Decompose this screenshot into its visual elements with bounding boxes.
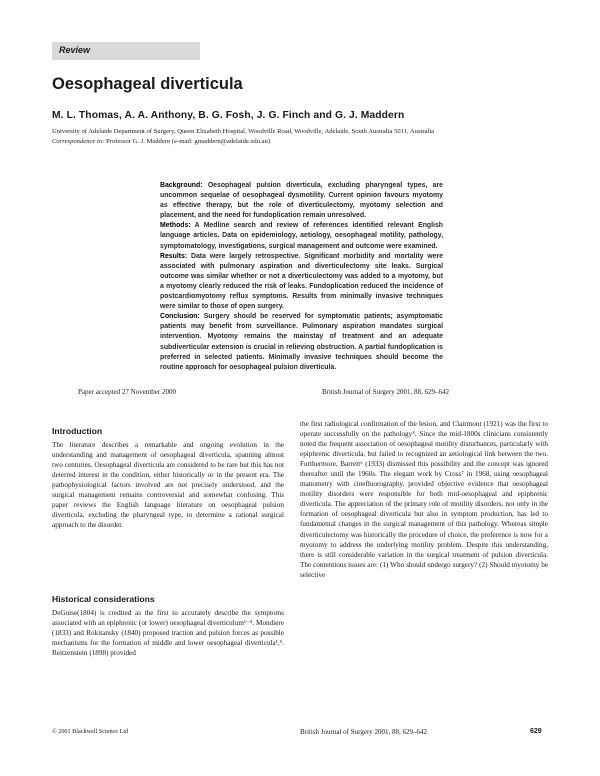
abstract-label: Methods: xyxy=(160,222,191,230)
abstract-conclusion xyxy=(160,312,443,373)
abstract-label: Results: xyxy=(160,252,188,260)
correspondence xyxy=(52,137,552,147)
history-heading: Historical considerations xyxy=(52,594,155,604)
intro-heading: Introduction xyxy=(52,426,103,436)
abstract-text: Oesophageal pulsion diverticula, excluding pharyngeal types, are uncommon sequelae of oesophageal dysmotility. Current opinion favours myotomy as effective therapy, but the role of diverticulectomy, myotomy selection and placement, and the need for fundoplication remain unresolved. xyxy=(160,182,443,220)
abstract-label: Conclusion: xyxy=(160,313,200,321)
abstract-label: Background: xyxy=(160,182,203,189)
intro-text xyxy=(52,440,284,530)
history-text xyxy=(52,608,284,658)
correspondence-text: Professor G. J. Maddern (e-mail: gmaddern@adelaide.edu.au) xyxy=(105,138,271,145)
affiliation-block xyxy=(52,127,552,147)
abstract-text: Surgery should be reserved for symptomatic patients; asymptomatic patients may benefit from surveillance. Pulmonary aspiration mandates surgical intervention. Myotomy remains the mainstay of treatment and an adequate subdiverticular extension is crucial in relieving obstruction. A partial fundoplication is preferred in selected patients. Minimally invasive techniques should become the routine approach for oesophageal pulsion diverticula. xyxy=(160,313,443,371)
abstract-background xyxy=(160,181,443,221)
affiliation: University of Adelaide Department of Surgery, Queen Elizabeth Hospital, Woodville Road, Woodville, Adelaide, South Australia 5011, Australia xyxy=(52,128,435,135)
correspondence-label: Correspondence to: xyxy=(52,138,105,145)
abstract-text: A Medline search and review of references identified relevant English language articles. Data on epidemiology, aetiology, oesophageal motility, pathology, symptomatology, investigations, surgical management and outcome were examined. xyxy=(160,222,443,250)
page-number: 629 xyxy=(530,728,542,735)
history-paragraph: DeGuise(1804) is credited as the first to accurately describe the symptoms associated with an epiphrenic (or lower) oesophageal diverticulum¹⁻⁴. Mondiere (1833) and Rokitansky (1840) proposed traction and pulsion forces as possible mechanisms for the formation of middle and lower oesophageal diverticula¹,⁵. Reitzenstein (1898) provided xyxy=(52,609,284,658)
author-list: M. L. Thomas, A. A. Anthony, B. G. Fosh, J. G. Finch and G. J. Maddern xyxy=(52,110,405,121)
right-paragraph: the first radiological confirmation of the lesion, and Clairmont (1921) was the first to operate successfully on the pathology⁴. Since the mid-1800s clinicians consistently noted the frequent association of oesophageal motility disturbances, particularly with epiphrenic diverticula, but failed to recognized an aetiological link between the two. Furthermore, Barrett⁶ (1933) dismissed this possibility and the concept was ignored thereafter until the 1960s. The elegant work by Cross⁷ in 1968, using oesophageal manometry with cinefluorography, provided objective evidence that oesophageal motility disorders were responsible for both mid-oesophageal and epiphrenic diverticula. The appreciation of the primary role of motility disorders, not only in the formation of oesophageal diverticula but also in symptom production, has led to fundamental changes in the surgical management of this pathology. Whereas simple diverticulectomy was historically the procedure of choice, the preference is now for a myotomy to address the underlying motility problem. Despite this understanding, there is still considerable variation in the surgical treatment of pulsion diverticula. The contentious issues are: (1) Who should undergo surgery? (2) Should myotomy be selective xyxy=(300,420,548,579)
abstract-results xyxy=(160,252,443,313)
journal-reference: British Journal of Surgery 2001, 88, 629–642 xyxy=(322,388,450,396)
accepted-date: Paper accepted 27 November 2000 xyxy=(78,388,176,396)
section-label: Review xyxy=(59,45,91,55)
abstract xyxy=(160,181,443,373)
intro-paragraph: The literature describes a remarkable and ongoing evolution in the understanding and management of oesophageal diverticula, spanning almost two centuries. Oesophageal diverticula are considered to be rare but this has not deterred interest in the condition, either historically or in the present era. The pathophysiological factors involved are not precisely understood, and the surgical management remains controversial and somewhat confusing. This paper reviews the English language literature on oesophageal pulsion diverticula, excluding the pharyngeal type, to determine a rational surgical approach to the disorder. xyxy=(52,441,284,530)
abstract-text: Data were largely retrospective. Significant morbidity and mortality were associated with pulmonary aspiration and diverticulectomy site leaks. Surgical outcome was similar whether or not a diverticulectomy was added to a myotomy, but a myotomy clearly reduced the risk of leaks. Fundoplication reduced the incidence of postcardiomyotomy reflux symptoms. Results from minimally invasive techniques were similar to those of open surgery. xyxy=(160,252,443,311)
footer-copyright: © 2001 Blackwell Science Ltd xyxy=(52,728,129,735)
article-title: Oesophageal diverticula xyxy=(52,75,243,93)
right-column-text xyxy=(300,419,548,580)
footer-journal: British Journal of Surgery 2001, 88, 629–642 xyxy=(300,728,428,736)
abstract-methods xyxy=(160,221,443,251)
